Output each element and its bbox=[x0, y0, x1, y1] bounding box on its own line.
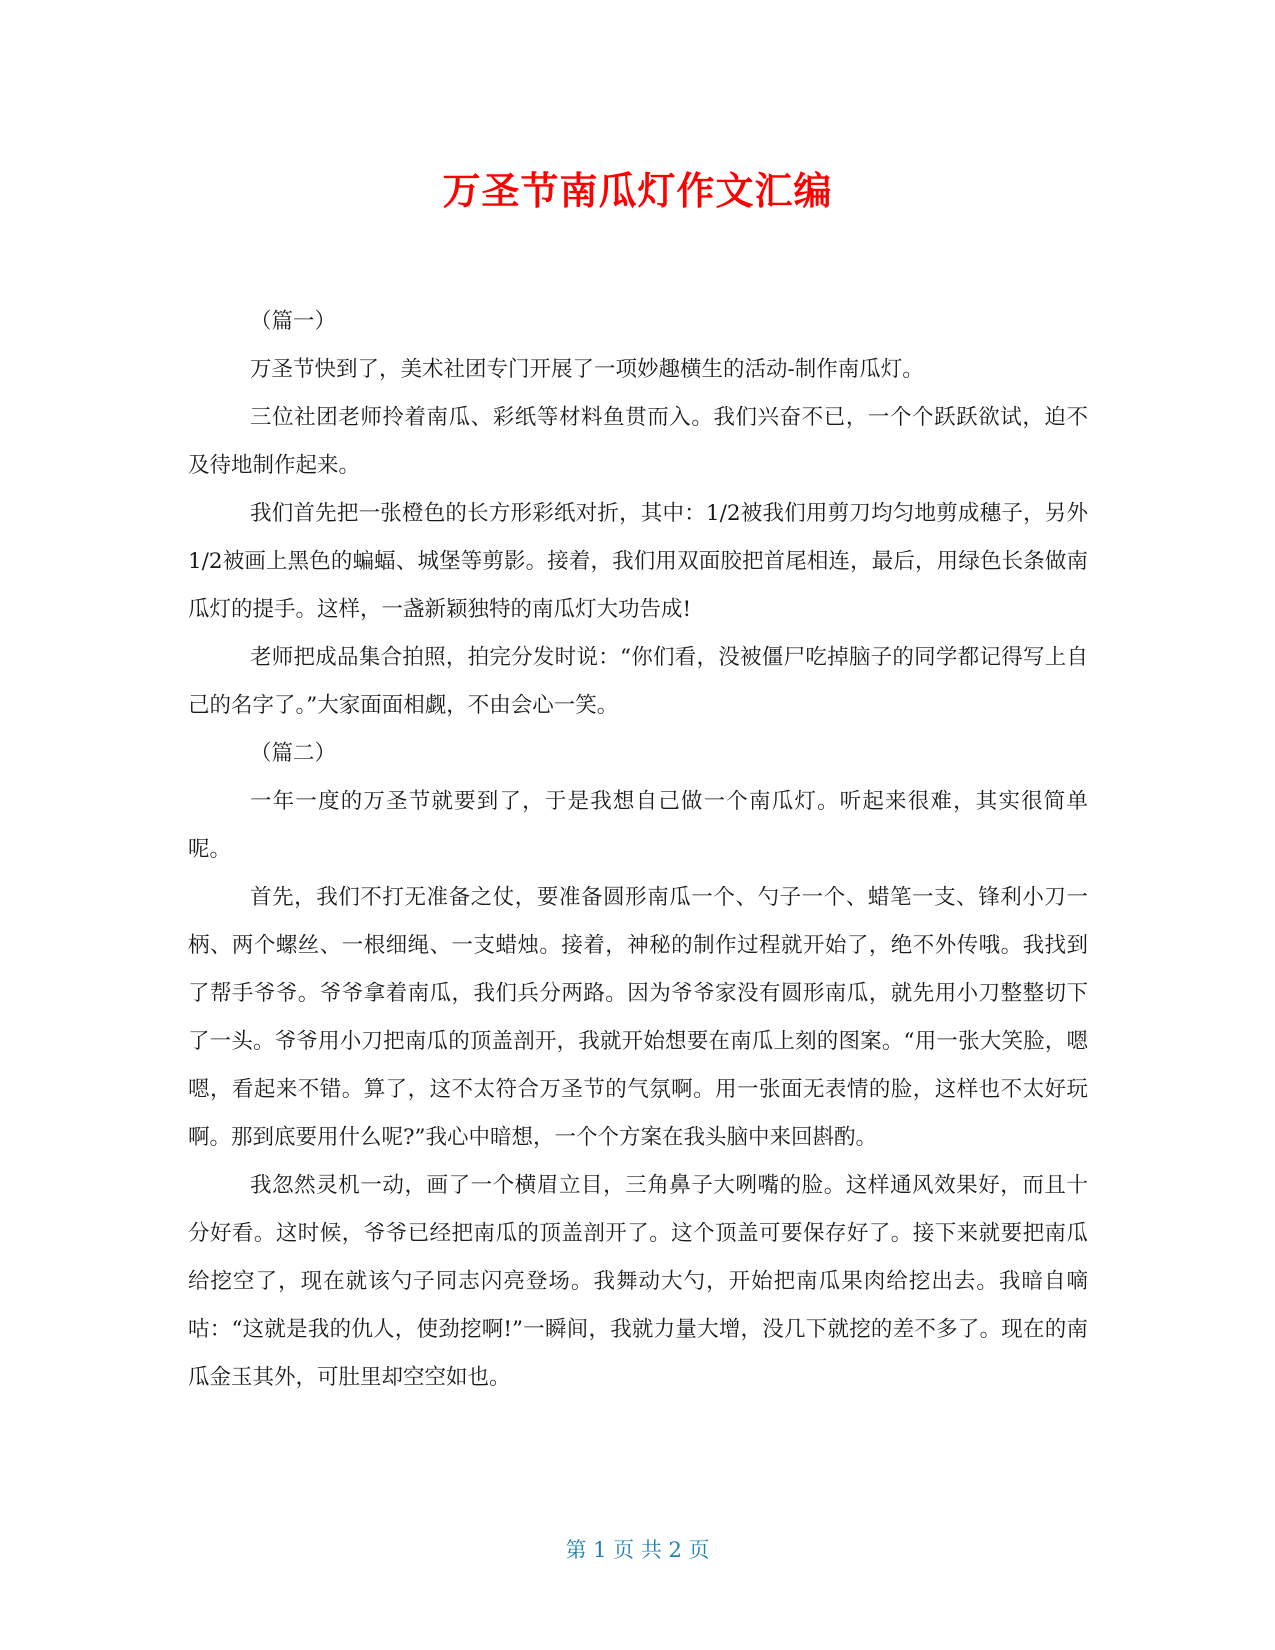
paragraph: 一年一度的万圣节就要到了，于是我想自己做一个南瓜灯。听起来很难，其实很简单呢。 bbox=[188, 789, 1088, 862]
paragraph: 我忽然灵机一动，画了一个横眉立目，三角鼻子大咧嘴的脸。这样通风效果好，而且十分好看。这时候，爷爷已经把南瓜的顶盖剖开了。这个顶盖可要保存好了。接下来就要把南瓜给挖空了，现在就该勺子同志闪亮登场。我舞动大勺，开始把南瓜果肉给挖出去。我暗自嘀咕：“这就是我的仇人，使劲挖啊!”一瞬间，我就力量大增，没几下就挖的差不多了。现在的南瓜金玉其外，可肚里却空空如也。 bbox=[188, 1173, 1088, 1390]
section-heading-2: （篇二） bbox=[250, 741, 337, 766]
document-body bbox=[188, 298, 1088, 1402]
page-number-footer: 第 1 页 共 2 页 bbox=[565, 1538, 710, 1562]
paragraph: 我们首先把一张橙色的长方形彩纸对折，其中：1/2被我们用剪刀均匀地剪成穗子，另外1/2被画上黑色的蝙蝠、城堡等剪影。接着，我们用双面胶把首尾相连，最后，用绿色长条做南瓜灯的提手。这样，一盏新颖独特的南瓜灯大功告成! bbox=[188, 501, 1088, 622]
paragraph: 老师把成品集合拍照，拍完分发时说：“你们看，没被僵尸吃掉脑子的同学都记得写上自己的名字了。”大家面面相觑，不由会心一笑。 bbox=[188, 645, 1088, 718]
paragraph: 三位社团老师拎着南瓜、彩纸等材料鱼贯而入。我们兴奋不已，一个个跃跃欲试，迫不及待地制作起来。 bbox=[188, 405, 1088, 478]
paragraph: 万圣节快到了，美术社团专门开展了一项妙趣横生的活动-制作南瓜灯。 bbox=[250, 357, 924, 382]
document-title: 万圣节南瓜灯作文汇编 bbox=[442, 169, 833, 213]
section-heading-1: （篇一） bbox=[250, 309, 337, 334]
paragraph: 首先，我们不打无准备之仗，要准备圆形南瓜一个、勺子一个、蜡笔一支、锋利小刀一柄、两个螺丝、一根细绳、一支蜡烛。接着，神秘的制作过程就开始了，绝不外传哦。我找到了帮手爷爷。爷爷拿着南瓜，我们兵分两路。因为爷爷家没有圆形南瓜，就先用小刀整整切下了一头。爷爷用小刀把南瓜的顶盖剖开，我就开始想要在南瓜上刻的图案。“用一张大笑脸，嗯嗯，看起来不错。算了，这不太符合万圣节的气氛啊。用一张面无表情的脸，这样也不太好玩啊。那到底要用什么呢?”我心中暗想，一个个方案在我头脑中来回斟酌。 bbox=[188, 885, 1088, 1150]
